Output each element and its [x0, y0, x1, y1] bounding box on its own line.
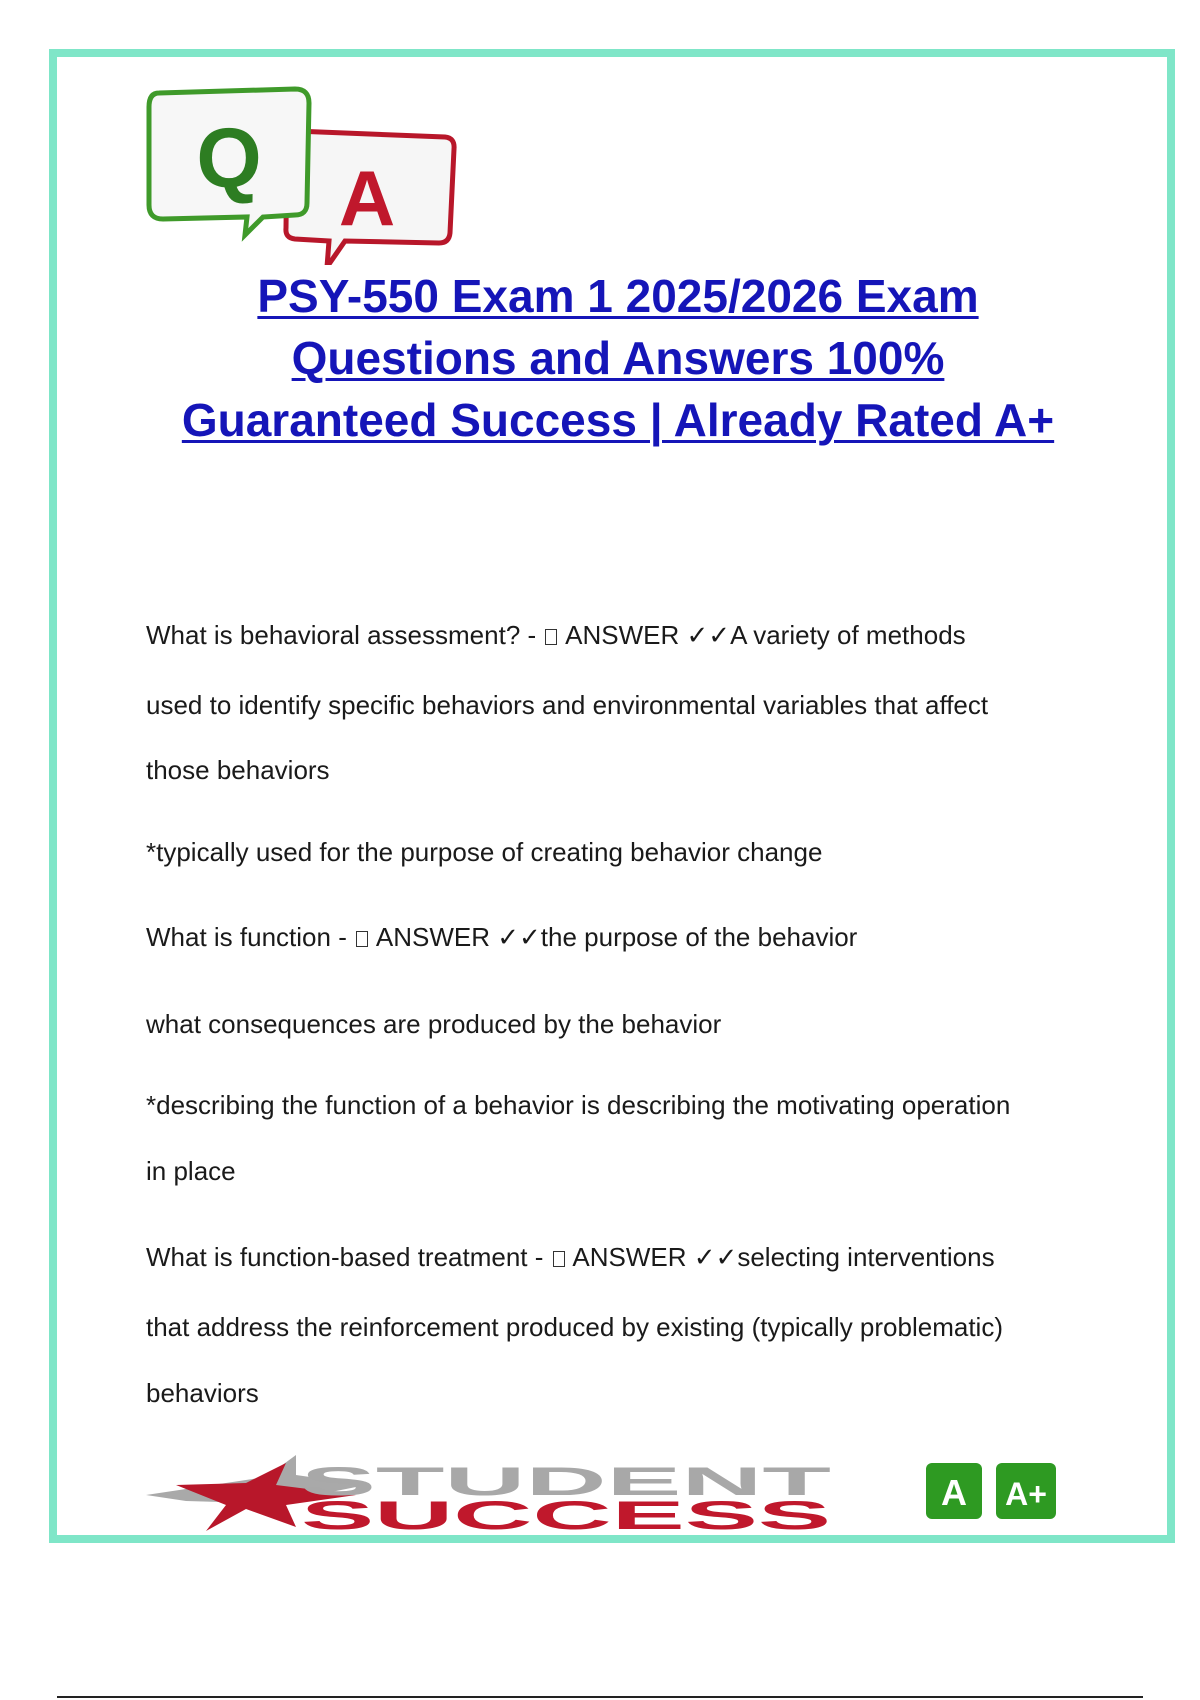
- qa-speech-bubbles-logo: [145, 85, 465, 265]
- q-bubble-icon: [149, 89, 309, 235]
- paragraph-6: what consequences are produced by the behavior: [146, 1009, 722, 1039]
- title-line-2: Questions and Answers 100%: [291, 332, 945, 384]
- document-title: [120, 265, 1116, 451]
- bottom-rule: [57, 1696, 1143, 1698]
- paragraph-3: those behaviors: [146, 755, 330, 785]
- paragraph-10: that address the reinforcement produced by existing (typically problematic): [146, 1312, 1003, 1342]
- missing-glyph-icon: [553, 1251, 565, 1267]
- student-word: STUDENT: [301, 1460, 831, 1504]
- q-letter: Q: [196, 111, 262, 205]
- grade-badge-a: [926, 1463, 982, 1519]
- success-word: SUCCESS: [301, 1494, 831, 1535]
- svg-text:A+: A+: [1005, 1476, 1047, 1512]
- title-line-1: PSY-550 Exam 1 2025/2026 Exam: [257, 270, 979, 322]
- paragraph-11: behaviors: [146, 1378, 259, 1408]
- student-success-logo: [146, 1455, 1066, 1535]
- paragraph-7: *describing the function of a behavior is describing the motivating operation: [146, 1090, 1011, 1120]
- a-bubble-icon: [286, 131, 454, 265]
- a-letter: A: [338, 154, 396, 242]
- missing-glyph-icon: [545, 629, 557, 645]
- paragraph-9: What is function-based treatment - ANSWER ✓✓selecting interventions: [146, 1242, 995, 1272]
- missing-glyph-icon: [356, 931, 368, 947]
- title-line-3: Guaranteed Success | Already Rated A+: [181, 394, 1055, 446]
- grade-badge-a-plus: [996, 1463, 1056, 1519]
- paragraph-1: What is behavioral assessment? - ANSWER ✓✓A variety of methods: [146, 620, 966, 650]
- paragraph-4: *typically used for the purpose of creating behavior change: [146, 837, 823, 867]
- paragraph-8: in place: [146, 1156, 236, 1186]
- svg-text:A: A: [941, 1472, 967, 1513]
- paragraph-5: What is function - ANSWER ✓✓the purpose of the behavior: [146, 922, 858, 952]
- paragraph-2: used to identify specific behaviors and environmental variables that affect: [146, 690, 989, 720]
